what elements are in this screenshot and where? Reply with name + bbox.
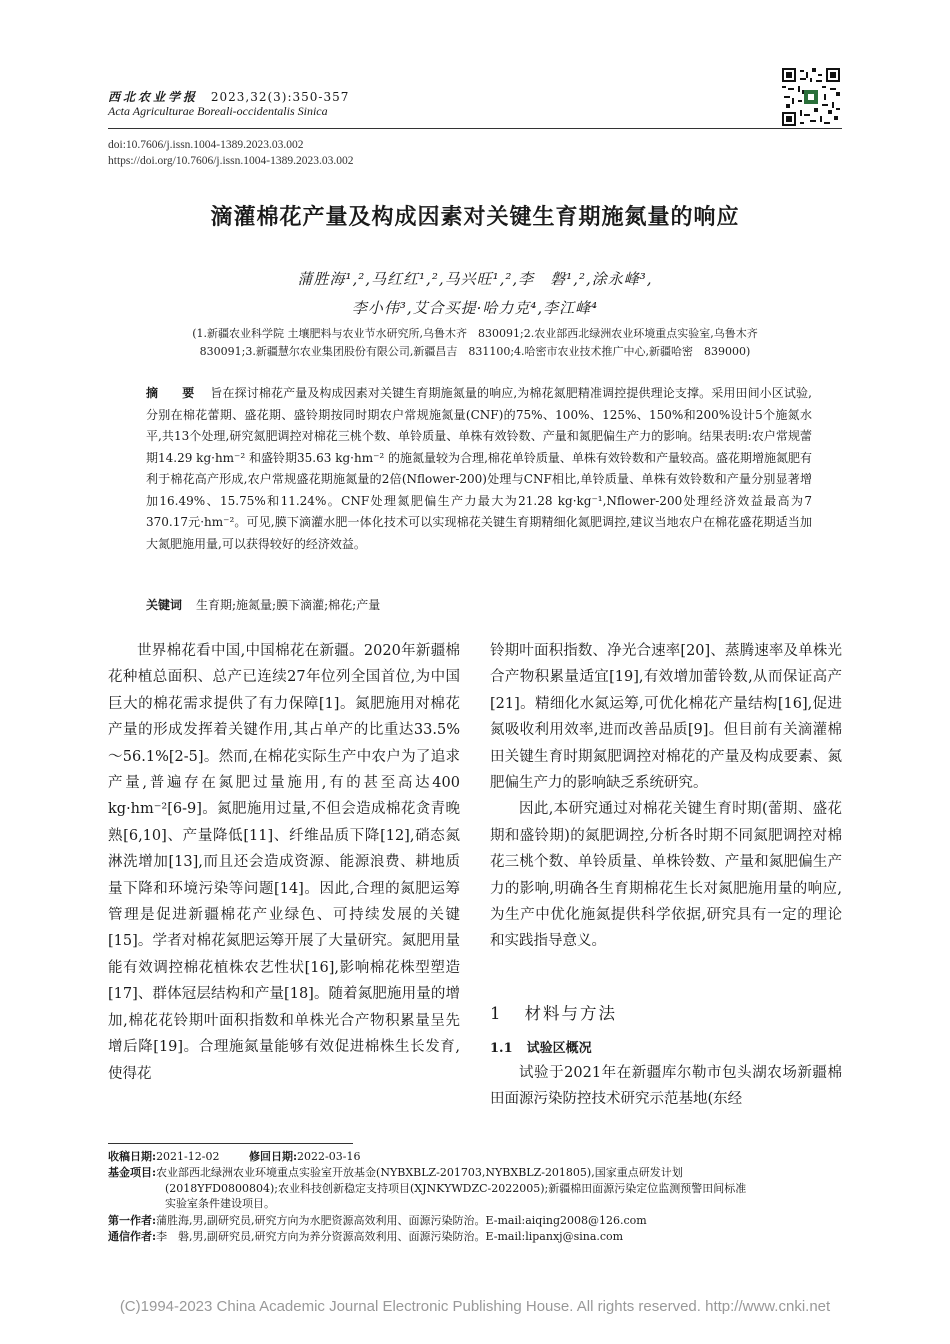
subsection-heading (490, 1037, 592, 1056)
keywords (146, 596, 812, 613)
revised-label: 修回日期: (248, 1150, 298, 1163)
journal-name-cn: 西北农业学报 (108, 90, 199, 104)
abstract-label: 摘 要 (146, 386, 201, 400)
fund-line-3: 实验室条件建设项目。 (165, 1197, 275, 1210)
abstract-text: 旨在探讨棉花产量及构成因素对关键生育期施氮量的响应,为棉花氮肥精准调控提供理论支撑。采用田间小区试验,分别在棉花蕾期、盛花期、盛铃期按同时期农户常规施氮量(CNF)的75%、100%、125%、150%和200%设计5个施氮水平,共13个处理,研究氮肥调控对棉花三桃个数、单铃质量、单株有效铃数、产量和氮肥偏生产力的影响。结果表明:农户常规蕾期14.29 kg·hm⁻² 和盛铃期35.63 kg·hm⁻² 的施氮量较为合理,棉花单铃质量、单株有效铃数和产量较高。盛花期增施氮肥有利于棉花高产形成,农户常规盛花期施氮量的2倍(Nflower-200)处理与CNF相比,单铃质量、单株有效铃数和产量分别显著增加16.49%、15.75%和11.24%。CNF处理氮肥偏生产力最大为21.28 kg·kg⁻¹,Nflower-200处理经济效益最高为7 370.17元·hm⁻²。可见,膜下滴灌水肥一体化技术可以实现棉花关键生育期精细化氮肥调控,建议当地农户在棉花盛花期适当加大氮肥施用量,可以获得较好的经济效益。 (146, 386, 812, 551)
footnote-rule (108, 1143, 353, 1144)
revised-date: 2022-03-16 (297, 1150, 361, 1163)
footnote-corresponding-author (108, 1229, 842, 1245)
body-right-column (490, 638, 842, 955)
fund-line-1: 农业部西北绿洲农业环境重点实验室开放基金(NYBXBLZ-201703,NYBXBLZ-201805),国家重点研发计划 (156, 1166, 683, 1179)
received-label: 收稿日期: (108, 1150, 157, 1163)
section-number: 1 (490, 1004, 503, 1023)
affiliation-line-2: 830091;3.新疆慧尔农业集团股份有限公司,新疆昌吉 831100;4.哈密市农业技术推广中心,新疆哈密 839000) (199, 345, 751, 358)
doi-url[interactable]: https://doi.org/10.7606/j.issn.1004-1389.2023.03.002 (108, 155, 354, 167)
copyright-notice: (C)1994-2023 China Academic Journal Electronic Publishing House. All rights reserved. http://www.cnki.net (119, 1298, 831, 1315)
journal-name-en: Acta Agriculturae Boreali-occidentalis Sinica (108, 104, 328, 118)
abstract (146, 383, 812, 555)
body-left-column (108, 638, 460, 1087)
keywords-text: 生育期;施氮量;膜下滴灌;棉花;产量 (196, 598, 381, 612)
footnote-first-author (108, 1213, 842, 1229)
section-heading (490, 1000, 617, 1024)
subsection-title: 试验区概况 (526, 1041, 592, 1056)
header-rule (108, 128, 842, 129)
journal-citation: 2023,32(3):350-357 (210, 90, 350, 104)
footnote-dates (108, 1149, 842, 1165)
fund-line-2: (2018YFD0800804);农业科技创新稳定支持项目(XJNKYWDZC-2022005);新疆棉田面源污染定位监测预警田间标准 (165, 1181, 747, 1195)
journal-header (108, 88, 349, 105)
keywords-label: 关键词 (146, 598, 183, 612)
received-date: 2021-12-02 (156, 1150, 220, 1163)
doi: doi:10.7606/j.issn.1004-1389.2023.03.002 (108, 139, 304, 151)
qr-code-icon (782, 68, 840, 126)
corresponding-author-label: 通信作者: (108, 1230, 157, 1243)
first-author-label: 第一作者: (108, 1214, 157, 1227)
section-title: 材料与方法 (524, 1004, 617, 1023)
first-author-text: 蒲胜海,男,副研究员,研究方向为水肥资源高效利用、面源污染防治。E-mail:aiqing2008@126.com (156, 1214, 647, 1227)
body-paragraph: 试验于2021年在新疆库尔勒市包头湖农场新疆棉田面源污染防控技术研究示范基地(东经 (490, 1065, 842, 1108)
authors-line-1: 蒲胜海¹,²,马红红¹,²,马兴旺¹,²,李 磐¹,²,涂永峰³, (297, 270, 653, 288)
body-paragraph: 铃期叶面积指数、净光合速率[20]、蒸腾速率及单株光合产物积累量适宜[19],有效增加蕾铃数,从而保证高产[21]。精细化水氮运筹,可优化棉花产量结构[16],促进氮吸收利用效率,进而改善品质[9]。但目前有关滴灌棉田关键生育时期氮肥调控对棉花的产量及构成要素、氮肥偏生产力的影响缺乏系统研究。 (490, 643, 842, 792)
article-title: 滴灌棉花产量及构成因素对关键生育期施氮量的响应 (210, 204, 740, 230)
subsection-number: 1.1 (490, 1041, 513, 1056)
body-right-tail (490, 1060, 842, 1113)
footnote-fund (108, 1165, 842, 1212)
authors-line-2: 李小伟³,艾合买提·哈力克⁴,李江峰⁴ (351, 299, 599, 317)
affiliation-line-1: (1.新疆农业科学院 土壤肥料与农业节水研究所,乌鲁木齐 830091;2.农业部西北绿洲农业环境重点实验室,乌鲁木齐 (192, 327, 758, 340)
body-paragraph: 因此,本研究通过对棉花关键生育时期(蕾期、盛花期和盛铃期)的氮肥调控,分析各时期不同氮肥调控对棉花三桃个数、单铃质量、单株铃数、产量和氮肥偏生产力的影响,明确各生育期棉花生长对氮肥施用量的响应,为生产中优化施氮提供科学依据,研究具有一定的理论和实践指导意义。 (490, 801, 842, 950)
corresponding-author-text: 李 磐,男,副研究员,研究方向为养分资源高效利用、面源污染防治。E-mail:lipanxj@sina.com (156, 1230, 624, 1243)
body-paragraph: 世界棉花看中国,中国棉花在新疆。2020年新疆棉花种植总面积、总产已连续27年位列全国首位,为中国巨大的棉花需求提供了有力保障[1]。氮肥施用对棉花产量的形成发挥着关键作用,其占单产的比重达33.5%～56.1%[2-5]。然而,在棉花实际生产中农户为了追求产量,普遍存在氮肥过量施用,有的甚至高达400 kg·hm⁻²[6-9]。氮肥施用过量,不但会造成棉花贪青晚熟[6,10]、产量降低[11]、纤维品质下降[12],硝态氮淋洗增加[13],而且还会造成资源、能源浪费、耕地质量下降和环境污染等问题[14]。因此,合理的氮肥运筹管理是促进新疆棉花产业绿色、可持续发展的关键[15]。学者对棉花氮肥运筹开展了大量研究。氮肥用量能有效调控棉花植株农艺性状[16],影响棉花株型塑造[17]、群体冠层结构和产量[18]。随着氮肥施用量的增加,棉花花铃期叶面积指数和单株光合产物积累量呈先增后降[19]。合理施氮量能够有效促进棉株生长发育,使得花 (108, 643, 460, 1082)
fund-label: 基金项目: (108, 1166, 157, 1179)
